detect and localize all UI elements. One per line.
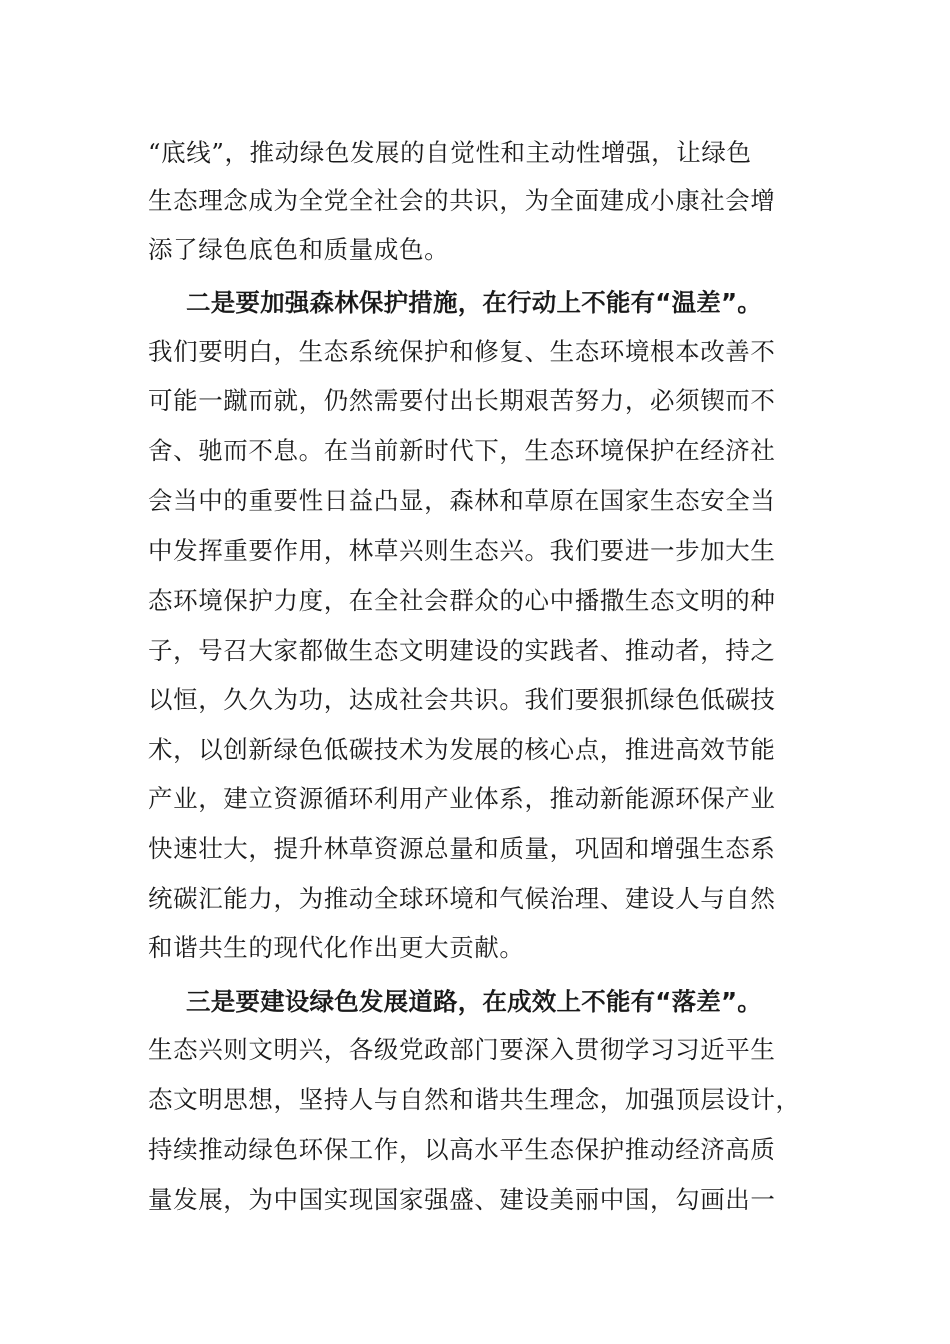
text-line: 以恒，久久为功，达成社会共识。我们要狠抓绿色低碳技 xyxy=(148,685,776,714)
text-line: 产业，建立资源循环利用产业体系，推动新能源环保产业 xyxy=(148,784,776,813)
text-line: 量发展，为中国实现国家强盛、建设美丽中国，勾画出一 xyxy=(148,1185,776,1214)
text-line: 可能一蹴而就，仍然需要付出长期艰苦努力，必须锲而不 xyxy=(148,386,776,415)
text-line: 子，号召大家都做生态文明建设的实践者、推动者，持之 xyxy=(148,636,776,665)
text-line: 生态理念成为全党全社会的共识，为全面建成小康社会增 xyxy=(148,186,776,215)
text-line: 持续推动绿色环保工作，以高水平生态保护推动经济高质 xyxy=(148,1135,776,1164)
text-line: 统碳汇能力，为推动全球环境和气候治理、建设人与自然 xyxy=(148,884,776,913)
text-line: 中发挥重要作用，林草兴则生态兴。我们要进一步加大生 xyxy=(148,536,776,565)
text-line: 态文明思想，坚持人与自然和谐共生理念，加强顶层设计， xyxy=(148,1085,801,1114)
section-heading: 三是要建设绿色发展道路，在成效上不能有“落差”。 xyxy=(186,987,763,1016)
text-line: 添了绿色底色和质量成色。 xyxy=(148,235,450,264)
text-line: 和谐共生的现代化作出更大贡献。 xyxy=(148,933,525,962)
text-line: 舍、驰而不息。在当前新时代下，生态环境保护在经济社 xyxy=(148,436,776,465)
text-line: 会当中的重要性日益凸显，森林和草原在国家生态安全当 xyxy=(148,486,776,515)
text-line: 生态兴则文明兴，各级党政部门要深入贯彻学习习近平生 xyxy=(148,1035,776,1064)
text-line: “底线”，推动绿色发展的自觉性和主动性增强，让绿色 xyxy=(148,138,752,167)
text-line: 态环境保护力度，在全社会群众的心中播撒生态文明的种 xyxy=(148,586,776,615)
text-line: 我们要明白，生态系统保护和修复、生态环境根本改善不 xyxy=(148,337,776,366)
section-heading: 二是要加强森林保护措施，在行动上不能有“温差”。 xyxy=(186,288,763,317)
text-line: 快速壮大，提升林草资源总量和质量，巩固和增强生态系 xyxy=(148,834,776,863)
text-line: 术，以创新绿色低碳技术为发展的核心点，推进高效节能 xyxy=(148,735,776,764)
